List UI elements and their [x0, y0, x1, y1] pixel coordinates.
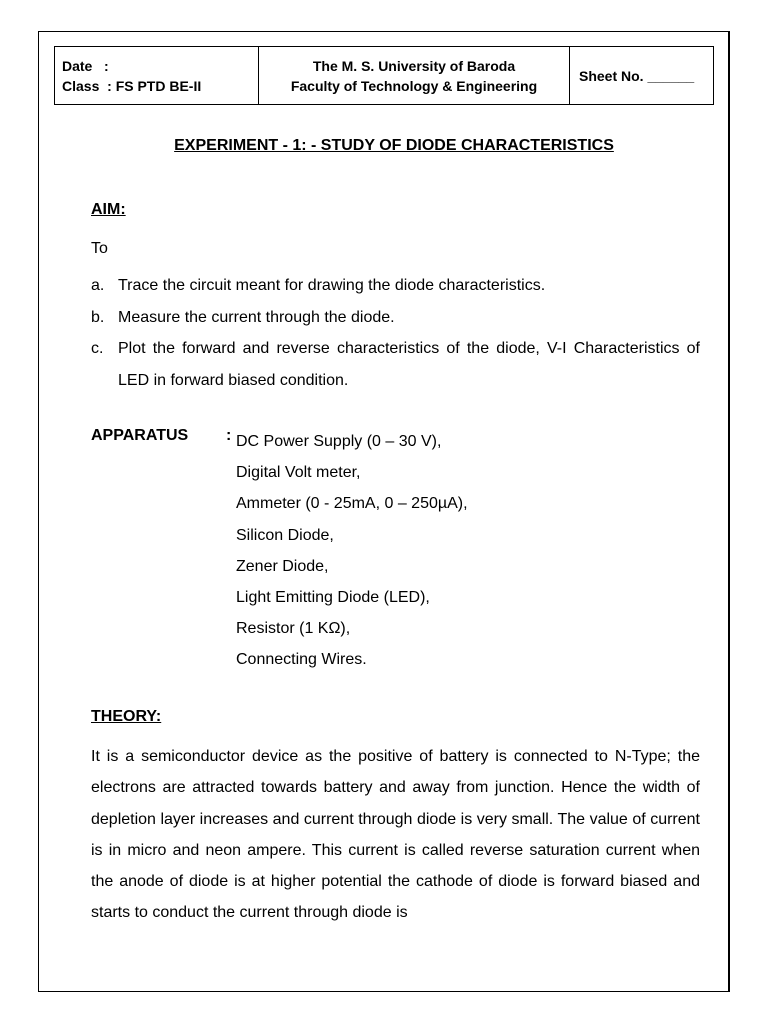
list-marker: a. [91, 277, 105, 294]
apparatus-heading: APPARATUS [91, 427, 189, 444]
aim-list [91, 270, 700, 396]
class-label: Class : FS PTD BE-II [62, 77, 202, 94]
apparatus-colon: : [226, 427, 232, 444]
list-item: Zener Diode, [236, 557, 329, 575]
university-name: The M. S. University of Baroda [312, 57, 516, 74]
theory-paragraph: It is a semiconductor device as the positive of battery is connected to N-Type; the electrons are attracted towards battery and away from junction. Hence the width of depletion layer increases and current through diode is very small. The value of current is in micro and neon ampere. This current is called reverse saturation current when the anode of diode is at higher potential the cathode of diode is forward biased and starts to conduct the current through diode is [91, 748, 700, 922]
header-table [54, 46, 714, 105]
aim-intro: To [91, 240, 108, 257]
list-item-text: Plot the forward and reverse characteristics of the diode, V-I Characteristics of LED in forward biased condition. [118, 340, 700, 389]
aim-heading: AIM: [91, 201, 126, 218]
list-item [91, 302, 700, 334]
list-item-text: Measure the current through the diode. [118, 308, 395, 326]
sheet-number-cell [570, 47, 714, 105]
list-item: Light Emitting Diode (LED), [236, 589, 430, 607]
list-item: Connecting Wires. [236, 651, 367, 669]
date-label: Date : [62, 57, 109, 74]
list-item-text: Trace the circuit meant for drawing the diode characteristics. [118, 277, 546, 294]
list-item [91, 270, 700, 302]
apparatus-list [236, 426, 468, 676]
list-marker: c. [91, 340, 104, 357]
theory-heading: THEORY: [91, 708, 162, 725]
list-item: Ammeter (0 - 25mA, 0 – 250µA), [236, 495, 468, 513]
list-item: Resistor (1 KΩ), [236, 620, 351, 638]
sheet-number-label: Sheet No. ______ [579, 67, 695, 84]
list-item: DC Power Supply (0 – 30 V), [236, 433, 442, 450]
experiment-title: EXPERIMENT - 1: - STUDY OF DIODE CHARACTERISTICS [174, 137, 614, 154]
faculty-name: Faculty of Technology & Engineering [290, 77, 538, 94]
list-item: Digital Volt meter, [236, 464, 361, 482]
list-item [91, 333, 700, 396]
institution-cell [259, 47, 570, 105]
list-marker: b. [91, 308, 105, 326]
list-item: Silicon Diode, [236, 526, 334, 544]
date-class-cell [55, 47, 259, 105]
